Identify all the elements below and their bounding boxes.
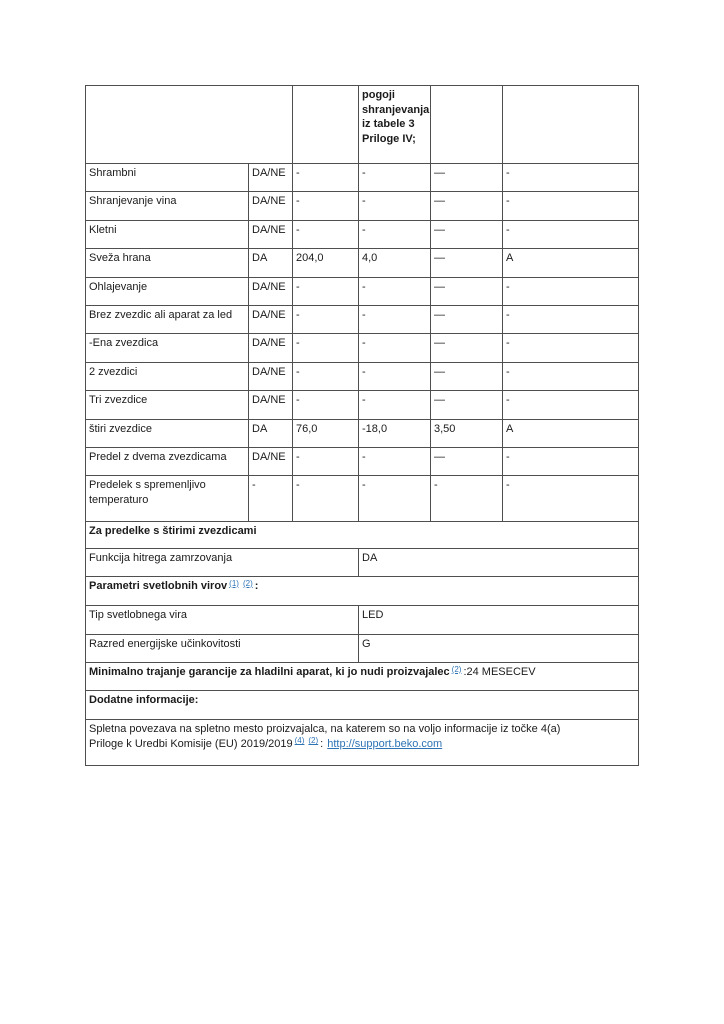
compartment-value: DA/NE <box>249 391 293 419</box>
header-cell-merged-empty <box>86 86 293 164</box>
four-star-section-label: Za predelke s štirimi zvezdicami <box>86 522 639 549</box>
compartment-value: - <box>293 362 359 390</box>
compartment-value: - <box>359 305 431 333</box>
compartment-value: - <box>293 447 359 475</box>
compartment-value: — <box>431 334 503 362</box>
compartment-value: 204,0 <box>293 249 359 277</box>
energy-class-value: G <box>359 635 639 663</box>
compartment-value: — <box>431 164 503 192</box>
footnote-ref-4-link[interactable]: (4) <box>294 736 305 746</box>
light-source-type-value: LED <box>359 606 639 635</box>
compartment-value: — <box>431 391 503 419</box>
compartment-label: Brez zvezdic ali aparat za led <box>86 305 249 333</box>
compartment-row <box>86 220 639 248</box>
additional-info-row <box>86 691 639 720</box>
fast-freeze-row <box>86 549 639 577</box>
energy-class-row <box>86 635 639 663</box>
compartment-label: Predel z dvema zvezdicama <box>86 447 249 475</box>
compartment-value: — <box>431 362 503 390</box>
compartment-value: DA/NE <box>249 305 293 333</box>
compartment-value: - <box>503 164 639 192</box>
light-source-params-label: Parametri svetlobnih virov <box>89 580 228 593</box>
website-text-line1: Spletna povezava na spletno mesto proizvajalca, na katerem so na voljo informacije iz točke 4(a) <box>89 723 561 736</box>
compartment-value: - <box>293 391 359 419</box>
compartment-value: A <box>503 419 639 447</box>
compartment-value: 4,0 <box>359 249 431 277</box>
footnote-ref-1-link[interactable]: (1) <box>229 578 239 588</box>
website-row <box>86 720 639 766</box>
compartment-value: - <box>431 476 503 522</box>
compartment-value: — <box>431 220 503 248</box>
compartment-value: - <box>503 305 639 333</box>
compartment-label: Sveža hrana <box>86 249 249 277</box>
compartment-value: - <box>293 305 359 333</box>
energy-class-label: Razred energijske učinkovitosti <box>86 635 359 663</box>
compartment-value: - <box>293 164 359 192</box>
compartment-label: Shranjevanje vina <box>86 192 249 220</box>
compartment-value: DA/NE <box>249 277 293 305</box>
compartment-value: - <box>359 391 431 419</box>
compartment-value: 3,50 <box>431 419 503 447</box>
compartment-value: DA <box>249 249 293 277</box>
compartment-value: - <box>503 391 639 419</box>
light-source-type-row <box>86 606 639 635</box>
guarantee-value: :24 MESECEV <box>463 666 536 679</box>
compartment-value: 76,0 <box>293 419 359 447</box>
compartment-value: — <box>431 249 503 277</box>
compartment-value: — <box>431 447 503 475</box>
compartment-value: - <box>293 334 359 362</box>
storage-line: iz tabele 3 <box>362 118 415 130</box>
light-source-params-suffix: : <box>254 580 259 593</box>
compartment-label: -Ena zvezdica <box>86 334 249 362</box>
compartment-label: Ohlajevanje <box>86 277 249 305</box>
compartment-value: - <box>359 277 431 305</box>
compartment-value: - <box>503 447 639 475</box>
compartment-label: štiri zvezdice <box>86 419 249 447</box>
compartment-value: - <box>503 220 639 248</box>
compartment-row <box>86 305 639 333</box>
compartment-label: Tri zvezdice <box>86 391 249 419</box>
compartment-value: - <box>359 164 431 192</box>
four-star-section-row <box>86 522 639 549</box>
compartment-label: 2 zvezdici <box>86 362 249 390</box>
compartment-value: - <box>359 192 431 220</box>
compartment-value: - <box>503 362 639 390</box>
compartment-value: DA <box>249 419 293 447</box>
compartment-value: A <box>503 249 639 277</box>
fast-freeze-value: DA <box>359 549 639 577</box>
compartment-value: - <box>503 192 639 220</box>
compartment-value: - <box>359 476 431 522</box>
compartment-value: — <box>431 192 503 220</box>
compartment-value: DA/NE <box>249 334 293 362</box>
manufacturer-website-link[interactable]: http://support.beko.com <box>327 737 443 750</box>
compartment-value: - <box>503 476 639 522</box>
website-cell <box>86 720 639 766</box>
compartment-label: Predelek s spremenljivo temperaturo <box>86 476 249 522</box>
header-cell-empty-defrost <box>503 86 639 164</box>
compartment-value: DA/NE <box>249 362 293 390</box>
compartment-value: - <box>293 476 359 522</box>
storage-line: pogoji <box>362 89 395 101</box>
compartment-value: - <box>359 362 431 390</box>
light-source-type-label: Tip svetlobnega vira <box>86 606 359 635</box>
light-source-params-cell <box>86 577 639 606</box>
compartment-value: - <box>359 447 431 475</box>
footnote-ref-2-link[interactable]: (2) <box>308 736 319 746</box>
footnote-ref-2-link[interactable]: (2) <box>242 578 253 588</box>
compartment-value: DA/NE <box>249 164 293 192</box>
fast-freeze-label: Funkcija hitrega zamrzovanja <box>86 549 359 577</box>
guarantee-cell <box>86 663 639 691</box>
compartment-value: DA/NE <box>249 220 293 248</box>
product-info-table <box>85 85 639 766</box>
compartment-row <box>86 249 639 277</box>
header-cell-storage-conditions <box>359 86 431 164</box>
storage-line: Priloge IV; <box>362 132 416 145</box>
header-cell-empty-freezing <box>431 86 503 164</box>
compartment-row <box>86 192 639 220</box>
compartment-value: DA/NE <box>249 447 293 475</box>
compartment-row <box>86 476 639 522</box>
compartment-value: — <box>431 305 503 333</box>
compartment-value: - <box>359 334 431 362</box>
light-source-params-row <box>86 577 639 606</box>
website-separator: : <box>320 737 324 750</box>
compartment-value: DA/NE <box>249 192 293 220</box>
storage-line: shranjevanja <box>362 103 430 116</box>
compartment-row <box>86 419 639 447</box>
compartment-label: Kletni <box>86 220 249 248</box>
compartment-row <box>86 447 639 475</box>
website-text-line2: Priloge k Uredbi Komisije (EU) 2019/2019 <box>89 737 293 750</box>
compartment-value: - <box>293 220 359 248</box>
compartment-row <box>86 362 639 390</box>
compartment-row <box>86 164 639 192</box>
compartment-value: - <box>249 476 293 522</box>
header-cell-empty-volume <box>293 86 359 164</box>
footnote-ref-2-link[interactable]: (2) <box>451 664 462 674</box>
compartment-label: Shrambni <box>86 164 249 192</box>
compartment-value: - <box>293 277 359 305</box>
compartment-value: - <box>293 192 359 220</box>
guarantee-row <box>86 663 639 691</box>
compartment-row <box>86 391 639 419</box>
summary-rows <box>86 522 639 766</box>
table-header-row <box>86 86 639 164</box>
compartment-row <box>86 334 639 362</box>
table-header-section <box>86 86 639 164</box>
compartment-rows <box>86 164 639 522</box>
compartment-row <box>86 277 639 305</box>
compartment-value: - <box>503 334 639 362</box>
compartment-value: - <box>359 220 431 248</box>
compartment-value: -18,0 <box>359 419 431 447</box>
guarantee-label: Minimalno trajanje garancije za hladilni aparat, ki jo nudi proizvajalec <box>89 666 450 679</box>
compartment-value: - <box>503 277 639 305</box>
additional-info-label: Dodatne informacije: <box>86 691 639 720</box>
compartment-value: — <box>431 277 503 305</box>
